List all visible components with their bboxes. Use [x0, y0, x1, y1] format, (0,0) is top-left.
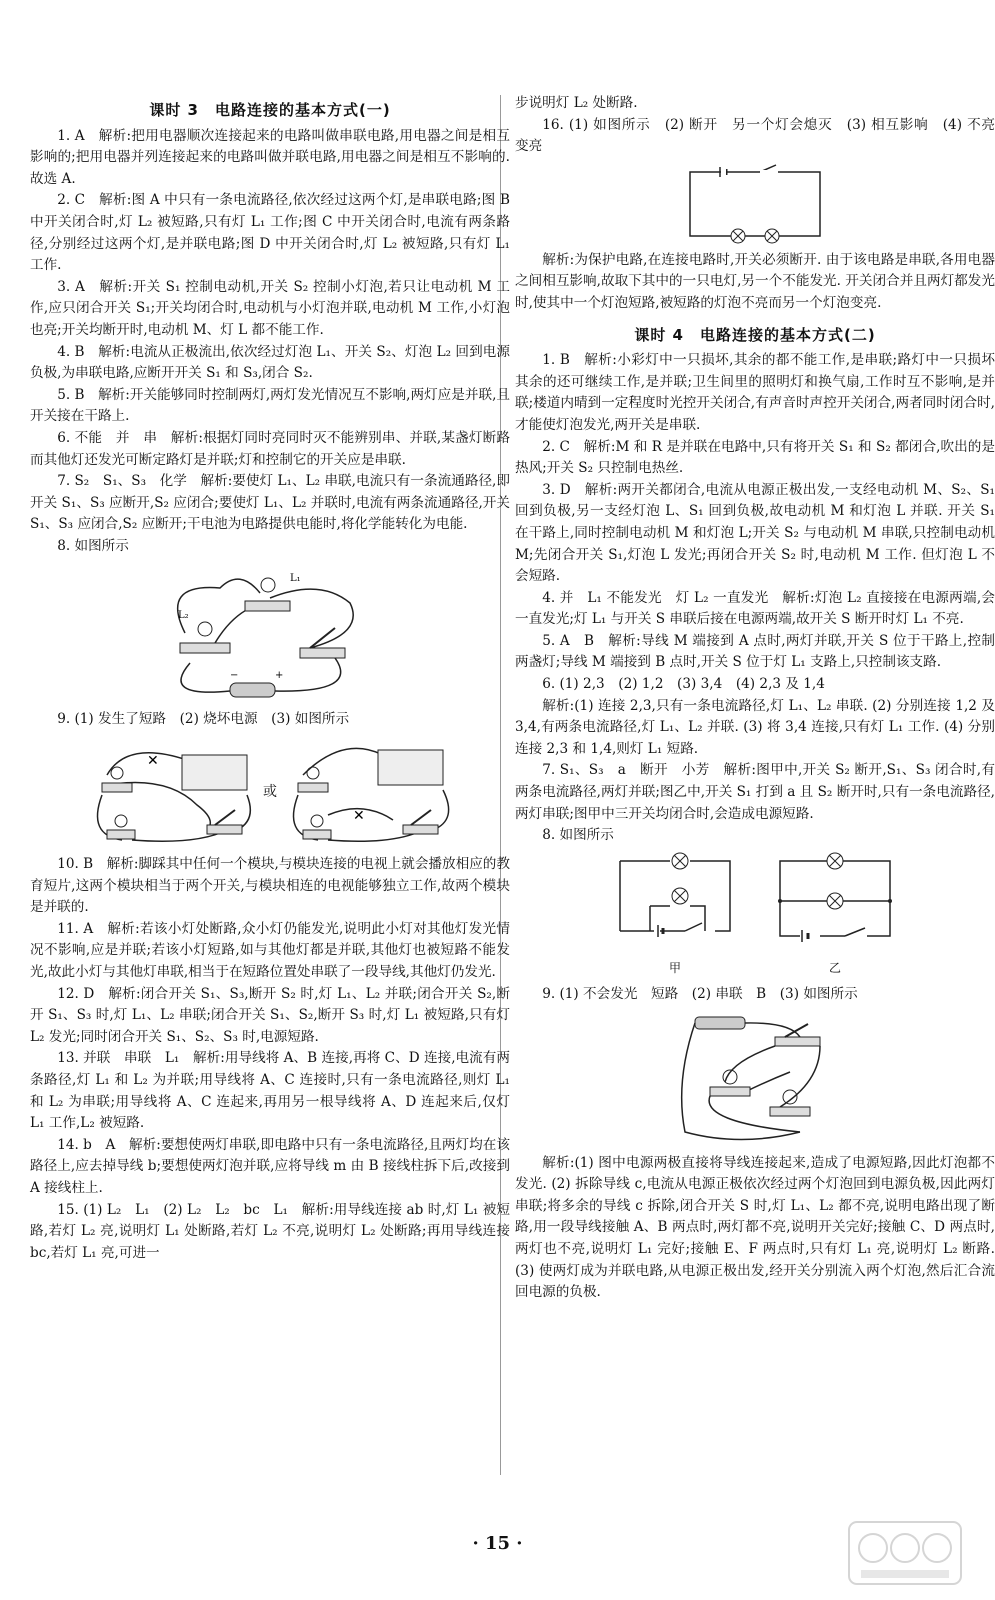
answer-item: 3. D 解析:两开关都闭合,电流从电源正极出发,一支经电动机 M、S₂、S₁ 回到负极,另一支经灯泡 L、S₁ 回到负极,故电动机 M 和灯泡 L 并联. 开关 S₁ 在干路上,同时控制电动机 M 和灯泡 L;开关 S₂ 与电动机 M 串联,只控制电动机 M;先闭合开关 S₁,灯泡 L 发光;再闭合开关 S₂ 时,电动机 M 工作. 但灯泡 L 不会短路.: [515, 481, 995, 585]
watermark-logo: [845, 1518, 965, 1588]
analysis-9: 解析:(1) 图中电源两极直接将导线连接起来,造成了电源短路,因此灯泡都不发光. (2) 拆除导线 c,电流从电源正极依次经过两个灯泡回到电源负极,因此两灯串联;将多余的导线 c 拆除,闭合开关 S 时,灯 L₁、L₂ 都不亮,说明电路出现了断路,用一段导线接触 A、B 两点时,两灯都不亮,说明开关完好;接触 C、D 两点时,两灯也不亮,说明灯 L₁ 完好;接触 E、F 两点时,只有灯 L₁ 亮,说明灯 L₂ 断路. (3) 使两灯成为并联电路,从电源正极出发,经开关分别流入两个灯泡,然后汇合流回电源的负极.: [515, 1154, 995, 1301]
answer-item: 12. D 解析:闭合开关 S₁、S₃,断开 S₂ 时,灯 L₁、L₂ 并联;闭合开关 S₂,断开 S₁、S₃ 时,灯 L₁、L₂ 串联;闭合开关 S₁、S₂,断开 S₃ 时,灯 L₁ 被短路,只有灯 L₂ 发光;同时闭合开关 S₁、S₂、S₃ 时,电源短路.: [30, 985, 510, 1045]
answer-item: 11. A 解析:若该小灯处断路,众小灯仍能发光,说明此小灯对其他灯发光情况不影响,应是并联;若该小灯短路,如与其他灯都是并联,其他灯也被短路不能发光,故此小灯与其他灯串联,相当于在短路位置处串联了一段导线,其他灯仍发光.: [30, 920, 510, 981]
section-title-lesson3: 课时 3 电路连接的基本方式(一): [149, 101, 391, 119]
circuit-figure-q8-yi: [770, 851, 900, 951]
answer-item: 14. b A 解析:要想使两灯串联,即电路中只有一条电流路径,且两灯均在该路径上,应去掉导线 b;要想使两灯泡并联,应将导线 m 由 B 接线柱拆下后,改接到 A 接线柱上.: [30, 1136, 510, 1196]
answer-item: 5. A B 解析:导线 M 端接到 A 点时,两灯并联,开关 S 位于干路上,控制两盏灯;导线 M 端接到 B 点时,开关 S 位于灯 L₁ 支路上,只控制该支路.: [515, 632, 995, 671]
circuit-figure-q16: [680, 164, 830, 244]
answer-item: 6. (1) 2,3 (2) 1,2 (3) 3,4 (4) 2,3 及 1,4: [542, 676, 825, 693]
answer-item: 15. (1) L₂ L₁ (2) L₂ L₂ bc L₁ 解析:用导线连接 ab 时,灯 L₁ 被短路,若灯 L₂ 亮,说明灯 L₁ 处断路,若灯 L₂ 不亮,说明灯 L₂ 处断路;再用导线连接 bc,若灯 L₁ 亮,可进一: [30, 1201, 510, 1261]
answer-item: 4. 并 L₁ 不能发光 灯 L₂ 一直发光 解析:灯泡 L₂ 直接接在电源两端,会一直发光;灯 L₁ 与开关 S 串联后接在电源两端,故开关 S 断开时灯 L₁ 不亮.: [515, 589, 995, 628]
svg-text:✕: ✕: [353, 808, 365, 825]
continuation-text: 步说明灯 L₂ 处断路.: [515, 95, 638, 111]
answer-item: 解析:(1) 连接 2,3,只有一条电流路径,灯 L₁、L₂ 串联. (2) 分别连接 1,2 及 3,4,有两条电流路径,灯 L₁、L₂ 并联. (3) 将 3,4 连接,只有灯 L₁ 工作. (4) 分别连接 2,3 和 1,4,则灯 L₁ 短路.: [515, 697, 995, 757]
circuit-figure-q8: [150, 563, 390, 703]
answer-item: 1. A 解析:把用电器顺次连接起来的电路叫做串联电路,用电器之间是相互影响的;把用电器并列连接起来的电路叫做并联电路,用电器之间是相互不影响的. 故选 A.: [30, 127, 510, 187]
svg-text:−: −: [230, 670, 239, 682]
circuit-figure-q9-b: [283, 735, 453, 850]
answer-item: 7. S₁、S₃ a 断开 小芳 解析:图甲中,开关 S₂ 断开,S₁、S₃ 闭合时,有两条电流路径,两灯并联;图乙中,开关 S₁ 打到 a 且 S₂ 断开时,只有一条电流路径,两灯串联;图甲中三开关均闭合时,会造成电源短路.: [515, 762, 995, 822]
svg-text:+: +: [275, 670, 284, 682]
figure-label-jia: 甲: [668, 961, 681, 976]
answer-item: 2. C 解析:图 A 中只有一条电流路径,依次经过这两个灯,是串联电路;图 B 中开关闭合时,灯 L₂ 被短路,只有灯 L₁ 工作;图 C 中开关闭合时,电流有两条路径,分别经过这两个灯,是并联电路;图 D 中开关闭合时,灯 L₂ 被短路,只有灯 L₁ 工作.: [30, 192, 510, 274]
left-column: [30, 100, 510, 1264]
page-number: · 15 ·: [472, 1533, 523, 1554]
answer-item: 10. B 解析:脚踩其中任何一个模块,与模块连接的电视上就会播放相应的教育短片,这两个模块相当于两个开关,与模块相连的电视能够独立工作,故两个模块是并联的.: [30, 856, 510, 916]
answer-item: 2. C 解析:M 和 R 是并联在电路中,只有将开关 S₁ 和 S₂ 都闭合,吹出的是热风;开关 S₂ 只控制电热丝.: [515, 438, 995, 477]
answer-item: 8. 如图所示: [57, 537, 129, 554]
answer-item: 7. S₂ S₁、S₃ 化学 解析:要使灯 L₁、L₂ 串联,电流只有一条流通路径,即开关 S₁、S₃ 应断开,S₂ 应闭合;要使灯 L₁、L₂ 并联时,电流有两条流通路径,开关 S₁、S₃ 应闭合,S₂ 应断开;干电池为电路提供电能时,将化学能转化为电能.: [30, 473, 510, 533]
circuit-figure-q9: [670, 1012, 840, 1147]
circuit-figure-q8-row: [515, 851, 995, 980]
answer-item: 6. 不能 并 串 解析:根据灯同时亮同时灭不能辨别串、并联,某盏灯断路而其他灯还发光可断定路灯是并联;灯和控制它的开关应是串联.: [30, 429, 510, 468]
answer-item: 4. B 解析:电流从正极流出,依次经过灯泡 L₁、开关 S₂、灯泡 L₂ 回到电源负极,为串联电路,应断开开关 S₁ 和 S₃,闭合 S₂.: [30, 343, 510, 382]
right-column: [515, 93, 995, 1304]
circuit-figure-q9-a: [87, 735, 257, 850]
circuit-figure-q9-row: [30, 735, 510, 850]
analysis-16: 解析:为保护电路,在连接电路时,开关必须断开. 由于该电路是串联,各用电器之间相互影响,故取下其中的一只电灯,另一个不能发光. 开关闭合并且两灯都发光时,使其中一个灯泡短路,被短路的灯泡不亮而另一个灯泡变亮.: [515, 251, 995, 311]
or-label: 或: [263, 783, 277, 800]
answer-item-16: 16. (1) 如图所示 (2) 断开 另一个灯会熄灭 (3) 相互影响 (4) 不亮 变亮: [515, 116, 995, 155]
svg-text:L₁: L₁: [290, 573, 301, 585]
svg-text:L₂: L₂: [178, 610, 189, 622]
answer-item: 1. B 解析:小彩灯中一只损坏,其余的都不能工作,是串联;路灯中一只损坏其余的还可继续工作,是并联;卫生间里的照明灯和换气扇,工作时互不影响,是并联;楼道内晴到一定程度时光控开关闭合,有声音时声控开关闭合,两者同时闭合时,才能使灯泡发光,两开关是串联.: [515, 352, 995, 433]
answer-item: 13. 并联 串联 L₁ 解析:用导线将 A、B 连接,再将 C、D 连接,电流有两条路径,灯 L₁ 和 L₂ 为并联;用导线将 A、C 连接时,只有一条电流路径,则灯 L₁ 和 L₂ 为串联;用导线将 A、C 连起来,再用另一根导线将 A、D 连起来后,仅灯 L₁ 工作,L₂ 被短路.: [30, 1050, 510, 1132]
answer-item: 3. A 解析:开关 S₁ 控制电动机,开关 S₂ 控制小灯泡,若只让电动机 M 工作,应只闭合开关 S₁;开关均闭合时,电动机与小灯泡并联,电动机 M 工作,小灯泡也亮;开关均断开时,电动机 M、灯 L 都不能工作.: [30, 278, 510, 338]
answer-item-9: 9. (1) 不会发光 短路 (2) 串联 B (3) 如图所示: [542, 986, 858, 1002]
circuit-figure-q8-jia: [610, 851, 740, 951]
figure-label-yi: 乙: [828, 961, 841, 976]
answer-item-9: 9. (1) 发生了短路 (2) 烧坏电源 (3) 如图所示: [57, 711, 350, 728]
svg-text:✕: ✕: [147, 753, 159, 770]
answer-item: 8. 如图所示: [542, 827, 614, 844]
section-title-lesson4: 课时 4 电路连接的基本方式(二): [634, 325, 876, 344]
answer-item: 5. B 解析:开关能够同时控制两灯,两灯发光情况互不影响,两灯应是并联,且开关接在干路上.: [30, 386, 510, 425]
